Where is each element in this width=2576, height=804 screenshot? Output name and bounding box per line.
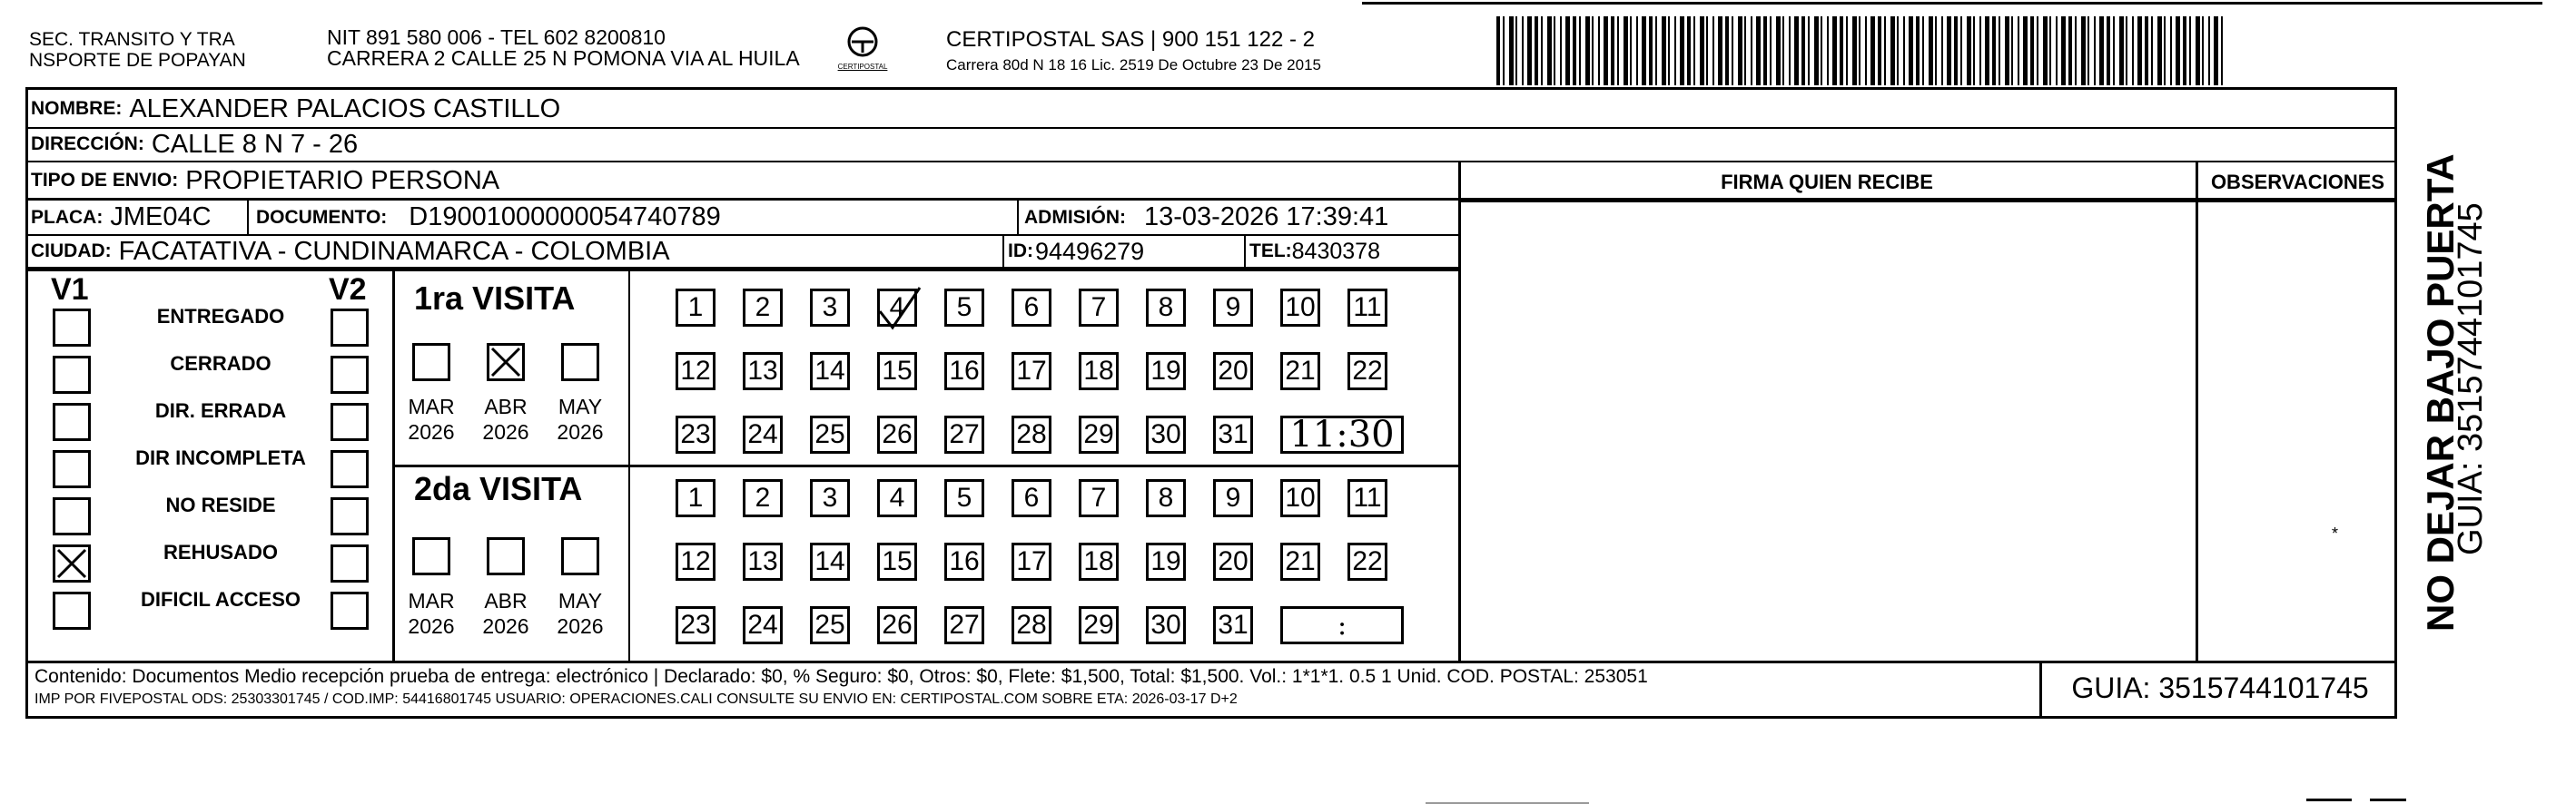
id-sep: [1002, 235, 1004, 268]
first-visit-day-16[interactable]: [944, 352, 984, 390]
day-number: 18: [1083, 546, 1114, 576]
id-row: [1008, 235, 1144, 268]
second-visit-day-24[interactable]: [743, 606, 783, 644]
reason-label: ENTREGADO: [156, 305, 285, 328]
tel-sep: [1244, 235, 1246, 268]
admission-sep: [1017, 201, 1019, 234]
second-visit-month-checkbox[interactable]: [487, 537, 525, 575]
divider-2: [25, 161, 2397, 162]
first-visit-day-24[interactable]: [743, 416, 783, 454]
first-visit-title: 1ra VISITA: [414, 279, 576, 317]
day-number: 5: [956, 292, 972, 322]
day-number: 25: [814, 419, 845, 449]
plate-label: PLACA:: [31, 206, 104, 228]
tel-value: 8430378: [1291, 238, 1380, 264]
month-name: ABR: [484, 395, 528, 418]
v1-checkbox[interactable]: [53, 403, 91, 441]
second-visit-day-4[interactable]: [877, 479, 917, 517]
second-visit-day-22[interactable]: [1347, 543, 1387, 581]
day-number: 27: [949, 419, 980, 449]
first-visit-day-29[interactable]: [1079, 416, 1119, 454]
day-number: 4: [889, 483, 905, 513]
x-mark-icon: [489, 346, 522, 378]
day-number: 14: [814, 546, 845, 576]
obs-left-border: [2196, 162, 2198, 662]
first-visit-day-13[interactable]: [743, 352, 783, 390]
first-visit-day-21[interactable]: [1280, 352, 1320, 390]
second-visit-day-12[interactable]: [676, 543, 716, 581]
footer-guia-sep: [2039, 661, 2042, 719]
side-guia: GUIA: 3515744101745: [2452, 202, 2490, 555]
scan-mark-bottom-2: [2306, 799, 2352, 801]
day-number: 3: [822, 292, 838, 322]
address-value: CALLE 8 N 7 - 26: [151, 129, 359, 159]
second-visit-day-13[interactable]: [743, 543, 783, 581]
second-visit-day-7[interactable]: [1079, 479, 1119, 517]
v2-checkbox[interactable]: [331, 403, 369, 441]
first-visit-day-10[interactable]: [1280, 289, 1320, 327]
footer-guia: GUIA: 3515744101745: [2071, 672, 2369, 704]
day-number: 16: [949, 546, 980, 576]
v2-checkbox[interactable]: [331, 592, 369, 630]
second-visit-day-26[interactable]: [877, 606, 917, 644]
day-number: 8: [1158, 483, 1174, 513]
sender-line-2: NSPORTE DE POPAYAN: [29, 50, 246, 71]
second-visit-day-23[interactable]: [676, 606, 716, 644]
second-visit-month-label: [479, 588, 533, 639]
first-visit-day-1[interactable]: [676, 289, 716, 327]
first-visit-time-field[interactable]: [1280, 416, 1404, 454]
scan-mark-bottom-3: [2370, 799, 2406, 801]
first-visit-month-label: [553, 394, 607, 445]
day-number: 8: [1158, 292, 1174, 322]
first-visit-day-23[interactable]: [676, 416, 716, 454]
day-number: 9: [1225, 292, 1241, 322]
day-number: 19: [1150, 546, 1181, 576]
plate-sep: [247, 201, 249, 234]
day-number: 22: [1352, 356, 1383, 386]
day-number: 15: [882, 356, 913, 386]
day-number: 24: [747, 610, 778, 640]
second-visit-day-20[interactable]: [1213, 543, 1253, 581]
sign-header-line: [1458, 201, 2397, 202]
plate-row: [31, 201, 212, 234]
first-visit-day-4[interactable]: [877, 289, 917, 327]
month-name: ABR: [484, 589, 528, 613]
day-number: 12: [680, 546, 711, 576]
first-visit-day-26[interactable]: [877, 416, 917, 454]
day-number: 10: [1285, 292, 1316, 322]
plate-value: JME04C: [110, 202, 212, 231]
company-block: [946, 27, 1321, 74]
month-name: MAR: [408, 589, 455, 613]
first-visit-day-20[interactable]: [1213, 352, 1253, 390]
first-visit-day-19[interactable]: [1146, 352, 1186, 390]
day-number: 30: [1150, 610, 1181, 640]
second-visit-day-25[interactable]: [810, 606, 850, 644]
day-number: 29: [1083, 610, 1114, 640]
month-year: 2026: [482, 614, 529, 638]
x-mark-icon: [55, 547, 88, 580]
first-visit-day-30[interactable]: [1146, 416, 1186, 454]
day-number: 30: [1150, 419, 1181, 449]
first-visit-day-28[interactable]: [1012, 416, 1051, 454]
sender-block: [29, 29, 246, 71]
contact-block: [327, 27, 800, 69]
reason-label: REHUSADO: [163, 541, 278, 564]
second-visit-day-29[interactable]: [1079, 606, 1119, 644]
day-number: 31: [1218, 610, 1249, 640]
day-number: 28: [1016, 419, 1047, 449]
first-visit-day-15[interactable]: [877, 352, 917, 390]
name-row: [31, 91, 560, 127]
first-visit-time-value: 11:30: [1289, 414, 1395, 456]
second-visit-day-6[interactable]: [1012, 479, 1051, 517]
second-visit-day-27[interactable]: [944, 606, 984, 644]
first-visit-month-checkbox[interactable]: [561, 343, 599, 381]
type-row: [31, 163, 499, 198]
admission-row: [1024, 201, 1388, 234]
name-label: NOMBRE:: [31, 98, 123, 119]
first-visit-day-31[interactable]: [1213, 416, 1253, 454]
content-line: Contenido: Documentos Medio recepción prueba de entrega: electrónico | Declarado: $0, % Seguro: $0, Otros: $0, Flete: $1,500, Total: $1,500. Vol.: 1*1*1. 0.5 1 Unid. COD. POSTAL: 253051: [35, 666, 1648, 687]
first-visit-day-22[interactable]: [1347, 352, 1387, 390]
v1-checkbox[interactable]: [53, 592, 91, 630]
nit-line: NIT 891 580 006 - TEL 602 8200810: [327, 25, 666, 49]
type-value: PROPIETARIO PERSONA: [185, 165, 500, 195]
reason-label: CERRADO: [170, 352, 271, 375]
day-number: 5: [956, 483, 972, 513]
day-number: 20: [1218, 546, 1249, 576]
day-number: 26: [882, 419, 913, 449]
day-number: 29: [1083, 419, 1114, 449]
day-number: 3: [822, 483, 838, 513]
visit-divider: [392, 465, 1458, 467]
day-number: 15: [882, 546, 913, 576]
day-number: 17: [1016, 546, 1047, 576]
first-visit-day-6[interactable]: [1012, 289, 1051, 327]
document-label: DOCUMENTO:: [256, 206, 388, 228]
day-number: 18: [1083, 356, 1114, 386]
certipostal-logo-icon: [844, 25, 881, 58]
second-visit-day-21[interactable]: [1280, 543, 1320, 581]
v2-checkbox[interactable]: [331, 356, 369, 394]
v1-checkbox[interactable]: [53, 356, 91, 394]
second-visit-month-checkbox[interactable]: [561, 537, 599, 575]
divider-6: [25, 269, 1458, 271]
imp-line: IMP POR FIVEPOSTAL ODS: 25303301745 / COD.IMP: 54416801745 USUARIO: OPERACIONES.CALI CONSULTE SU ENVIO EN: CERTIPOSTAL.COM SOBRE ETA: 2026-03-17 D+2: [35, 691, 1238, 707]
second-visit-day-15[interactable]: [877, 543, 917, 581]
month-year: 2026: [408, 420, 455, 444]
address-line: CARRERA 2 CALLE 25 N POMONA VIA AL HUILA: [327, 46, 800, 70]
first-visit-day-3[interactable]: [810, 289, 850, 327]
second-visit-month-label: [404, 588, 459, 639]
second-visit-day-2[interactable]: [743, 479, 783, 517]
month-name: MAR: [408, 395, 455, 418]
v1-checkbox[interactable]: [53, 497, 91, 535]
day-number: 4: [889, 292, 905, 322]
first-visit-day-5[interactable]: [944, 289, 984, 327]
second-visit-day-31[interactable]: [1213, 606, 1253, 644]
sender-line-1: SEC. TRANSITO Y TRA: [29, 29, 235, 50]
side-warning: NO DEJAR BAJO PUERTA: [2419, 153, 2462, 632]
tel-label: TEL:: [1249, 240, 1292, 261]
v2-checkbox[interactable]: [331, 450, 369, 488]
day-number: 1: [687, 483, 704, 513]
obs-header: OBSERVACIONES: [2210, 171, 2385, 193]
admission-label: ADMISIÓN:: [1024, 206, 1126, 228]
admission-value: 13-03-2026 17:39:41: [1144, 202, 1389, 231]
divider-1: [25, 127, 2397, 129]
name-value: ALEXANDER PALACIOS CASTILLO: [129, 93, 561, 123]
day-number: 1: [687, 292, 704, 322]
v1-checkbox[interactable]: [53, 544, 91, 583]
day-number: 28: [1016, 610, 1047, 640]
obs-mark: *: [2332, 525, 2339, 543]
city-row: [31, 235, 670, 268]
second-visit-day-30[interactable]: [1146, 606, 1186, 644]
v1-checkbox[interactable]: [53, 309, 91, 347]
day-number: 26: [882, 610, 913, 640]
day-check-icon: [876, 284, 923, 342]
day-number: 11: [1353, 292, 1382, 322]
first-visit-month-label: [404, 394, 459, 445]
sign-header: FIRMA QUIEN RECIBE: [1721, 171, 1933, 193]
first-visit-day-14[interactable]: [810, 352, 850, 390]
day-number: 23: [680, 610, 711, 640]
day-number: 22: [1352, 546, 1383, 576]
second-visit-day-5[interactable]: [944, 479, 984, 517]
first-visit-day-8[interactable]: [1146, 289, 1186, 327]
city-label: CIUDAD:: [31, 240, 112, 261]
day-number: 6: [1023, 483, 1040, 513]
logo-text: CERTIPOSTAL: [837, 63, 888, 71]
license-line: Carrera 80d N 18 16 Lic. 2519 De Octubre 23 De 2015: [946, 56, 1321, 74]
id-label: ID:: [1008, 240, 1033, 261]
day-number: 21: [1285, 546, 1316, 576]
first-visit-day-18[interactable]: [1079, 352, 1119, 390]
second-visit-day-18[interactable]: [1079, 543, 1119, 581]
first-visit-month-checkbox[interactable]: [487, 343, 525, 381]
second-visit-title: 2da VISITA: [414, 470, 583, 507]
day-number: 24: [747, 419, 778, 449]
second-visit-day-3[interactable]: [810, 479, 850, 517]
city-value: FACATATIVA - CUNDINAMARCA - COLOMBIA: [118, 236, 670, 266]
second-visit-day-19[interactable]: [1146, 543, 1186, 581]
day-number: 27: [949, 610, 980, 640]
month-name: MAY: [558, 395, 603, 418]
first-visit-day-7[interactable]: [1079, 289, 1119, 327]
first-visit-day-25[interactable]: [810, 416, 850, 454]
day-number: 9: [1225, 483, 1241, 513]
second-visit-time-value: :: [1337, 609, 1347, 642]
day-number: 13: [747, 356, 778, 386]
first-visit-day-17[interactable]: [1012, 352, 1051, 390]
day-number: 16: [949, 356, 980, 386]
reason-label: DIR. ERRADA: [154, 399, 287, 422]
day-number: 6: [1023, 292, 1040, 322]
day-number: 12: [680, 356, 711, 386]
day-number: 17: [1016, 356, 1047, 386]
address-label: DIRECCIÓN:: [31, 133, 144, 154]
second-visit-day-16[interactable]: [944, 543, 984, 581]
day-number: 25: [814, 610, 845, 640]
v1-label: V1: [51, 272, 89, 307]
second-visit-day-8[interactable]: [1146, 479, 1186, 517]
day-number: 2: [755, 292, 771, 322]
reason-label: DIFICIL ACCESO: [140, 588, 301, 611]
id-value: 94496279: [1035, 237, 1145, 265]
first-visit-month-label: [479, 394, 533, 445]
second-visit-day-14[interactable]: [810, 543, 850, 581]
tel-row: [1249, 235, 1380, 268]
month-year: 2026: [408, 614, 455, 638]
day-number: 11: [1353, 483, 1382, 513]
first-visit-month-checkbox[interactable]: [412, 343, 450, 381]
second-visit-day-10[interactable]: [1280, 479, 1320, 517]
second-visit-day-1[interactable]: [676, 479, 716, 517]
day-number: 23: [680, 419, 711, 449]
month-year: 2026: [557, 614, 604, 638]
reason-label: DIR INCOMPLETA: [135, 446, 306, 469]
v1-checkbox[interactable]: [53, 450, 91, 488]
company-line: CERTIPOSTAL SAS | 900 151 122 - 2: [946, 27, 1315, 52]
second-visit-month-checkbox[interactable]: [412, 537, 450, 575]
day-number: 31: [1218, 419, 1249, 449]
barcode: [1496, 16, 2223, 85]
month-year: 2026: [482, 420, 529, 444]
day-number: 7: [1091, 483, 1107, 513]
day-number: 20: [1218, 356, 1249, 386]
month-name: MAY: [558, 589, 603, 613]
day-number: 19: [1150, 356, 1181, 386]
second-visit-time-field[interactable]: [1280, 606, 1404, 644]
v2-checkbox[interactable]: [331, 309, 369, 347]
sign-left-border: [1458, 162, 1461, 662]
day-number: 2: [755, 483, 771, 513]
v2-checkbox[interactable]: [331, 544, 369, 583]
second-visit-day-17[interactable]: [1012, 543, 1051, 581]
second-visit-month-label: [553, 588, 607, 639]
day-number: 7: [1091, 292, 1107, 322]
first-visit-day-27[interactable]: [944, 416, 984, 454]
document-row: [256, 201, 721, 234]
month-year: 2026: [557, 420, 604, 444]
day-number: 14: [814, 356, 845, 386]
v2-label: V2: [329, 272, 367, 307]
first-visit-day-9[interactable]: [1213, 289, 1253, 327]
day-number: 13: [747, 546, 778, 576]
company-logo: [831, 25, 894, 71]
first-visit-day-12[interactable]: [676, 352, 716, 390]
reason-label: NO RESIDE: [165, 494, 276, 516]
address-row: [31, 128, 358, 161]
day-number: 21: [1285, 356, 1316, 386]
day-number: 10: [1285, 483, 1316, 513]
second-visit-day-11[interactable]: [1347, 479, 1387, 517]
document-value: D19001000000054740789: [409, 202, 721, 231]
v2-checkbox[interactable]: [331, 497, 369, 535]
first-visit-day-11[interactable]: [1347, 289, 1387, 327]
second-visit-day-28[interactable]: [1012, 606, 1051, 644]
scan-edge-top: [1362, 2, 2542, 5]
second-visit-day-9[interactable]: [1213, 479, 1253, 517]
first-visit-day-2[interactable]: [743, 289, 783, 327]
type-label: TIPO DE ENVIO:: [31, 170, 179, 191]
